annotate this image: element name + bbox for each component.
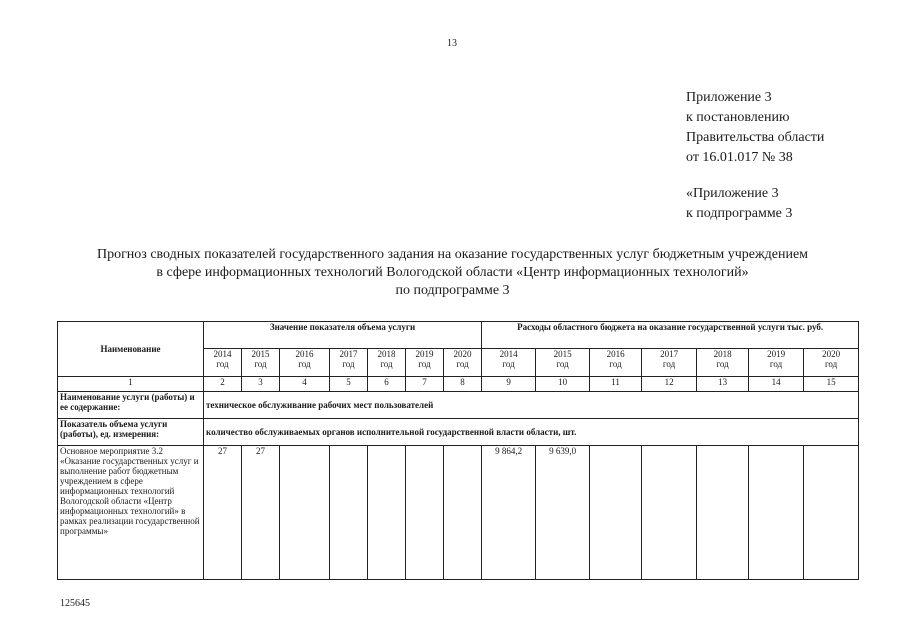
data-cell bbox=[280, 446, 330, 580]
year-word: год bbox=[609, 359, 622, 369]
data-cell: 9 639,0 bbox=[536, 446, 590, 580]
volume-group-header: Значение показателя объема услуги bbox=[204, 322, 482, 349]
year-word: год bbox=[298, 359, 311, 369]
year-value: 2017 bbox=[339, 349, 358, 359]
column-number-cell: 1 bbox=[58, 377, 204, 392]
data-cell bbox=[590, 446, 642, 580]
data-cell bbox=[804, 446, 859, 580]
column-number-row bbox=[58, 377, 859, 392]
forecast-table bbox=[57, 321, 859, 580]
title-line: в сфере информационных технологий Вологодской области «Центр информационных технологий» bbox=[156, 265, 749, 280]
year-header-cell bbox=[406, 349, 444, 377]
column-number-cell: 12 bbox=[642, 377, 697, 392]
title-line: по подпрограмме 3 bbox=[395, 283, 510, 298]
year-header-cell bbox=[204, 349, 242, 377]
column-number-cell: 10 bbox=[536, 377, 590, 392]
year-value: 2017 bbox=[660, 349, 679, 359]
year-header-cell bbox=[482, 349, 536, 377]
year-value: 2015 bbox=[553, 349, 572, 359]
year-word: год bbox=[216, 359, 229, 369]
column-number-cell: 2 bbox=[204, 377, 242, 392]
data-cell bbox=[368, 446, 406, 580]
year-word: год bbox=[456, 359, 469, 369]
data-cell: 27 bbox=[242, 446, 280, 580]
year-value: 2015 bbox=[251, 349, 270, 359]
column-number-cell: 4 bbox=[280, 377, 330, 392]
data-cell: 27 bbox=[204, 446, 242, 580]
year-header-cell bbox=[804, 349, 859, 377]
year-word: год bbox=[418, 359, 431, 369]
data-cell bbox=[406, 446, 444, 580]
data-cell bbox=[749, 446, 804, 580]
column-number-cell: 6 bbox=[368, 377, 406, 392]
column-number-cell: 9 bbox=[482, 377, 536, 392]
year-value: 2018 bbox=[713, 349, 732, 359]
data-cell bbox=[697, 446, 749, 580]
column-number-cell: 13 bbox=[697, 377, 749, 392]
appendix-line: «Приложение 3 bbox=[686, 186, 779, 201]
document-title bbox=[0, 246, 905, 300]
year-header-cell bbox=[642, 349, 697, 377]
year-value: 2014 bbox=[499, 349, 518, 359]
column-number-cell: 11 bbox=[590, 377, 642, 392]
appendix-line: от 16.01.017 № 38 bbox=[686, 150, 793, 165]
year-header-cell bbox=[444, 349, 482, 377]
row-label: Основное мероприятие 3.2 «Оказание государственных услуг и выполнение работ бюджетным учреждением в сфере информационных технологий Вологодской области «Центр информационных технологий» в рамках реализации государственной программы» bbox=[58, 446, 204, 580]
table-row bbox=[58, 446, 859, 580]
appendix-line: Правительства области bbox=[686, 130, 825, 145]
year-header-cell bbox=[536, 349, 590, 377]
document-id: 125645 bbox=[60, 598, 90, 609]
year-value: 2020 bbox=[453, 349, 472, 359]
year-word: год bbox=[380, 359, 393, 369]
data-cell: 9 864,2 bbox=[482, 446, 536, 580]
appendix-line: к подпрограмме 3 bbox=[686, 206, 793, 221]
year-value: 2019 bbox=[415, 349, 434, 359]
year-word: год bbox=[824, 359, 838, 369]
service-name-value: техническое обслуживание рабочих мест пользователей bbox=[204, 392, 859, 419]
year-word: год bbox=[769, 359, 783, 369]
year-word: год bbox=[502, 359, 515, 369]
year-word: год bbox=[254, 359, 267, 369]
expense-group-header: Расходы областного бюджета на оказание государственной услуги тыс. руб. bbox=[482, 322, 859, 349]
year-value: 2016 bbox=[606, 349, 625, 359]
year-value: 2014 bbox=[213, 349, 232, 359]
year-header-cell bbox=[242, 349, 280, 377]
indicator-value: количество обслуживаемых органов исполнительной государственной власти области, шт. bbox=[204, 419, 859, 446]
column-number-cell: 8 bbox=[444, 377, 482, 392]
name-header: Наименование bbox=[58, 322, 204, 377]
year-word: год bbox=[342, 359, 355, 369]
year-word: год bbox=[556, 359, 569, 369]
year-header-cell bbox=[590, 349, 642, 377]
year-value: 2016 bbox=[295, 349, 314, 359]
column-number-cell: 15 bbox=[804, 377, 859, 392]
indicator-label: Показатель объема услуги (работы), ед. измерения: bbox=[58, 419, 204, 446]
year-value: 2020 bbox=[822, 349, 841, 359]
column-number-cell: 14 bbox=[749, 377, 804, 392]
column-number-cell: 3 bbox=[242, 377, 280, 392]
year-value: 2019 bbox=[767, 349, 786, 359]
year-word: год bbox=[716, 359, 729, 369]
page-number: 13 bbox=[447, 38, 457, 49]
appendix-line: Приложение 3 bbox=[686, 90, 772, 105]
appendix-line: к постановлению bbox=[686, 110, 790, 125]
data-cell bbox=[330, 446, 368, 580]
year-header-cell bbox=[280, 349, 330, 377]
year-header-cell bbox=[749, 349, 804, 377]
year-word: год bbox=[662, 359, 676, 369]
data-cell bbox=[642, 446, 697, 580]
year-header-cell bbox=[697, 349, 749, 377]
year-header-cell bbox=[368, 349, 406, 377]
service-name-label: Наименование услуги (работы) и ее содержание: bbox=[58, 392, 204, 419]
year-value: 2018 bbox=[377, 349, 396, 359]
data-cell bbox=[444, 446, 482, 580]
appendix-block bbox=[686, 88, 824, 224]
title-line: Прогноз сводных показателей государственного задания на оказание государственных услуг бюджетным учреждением bbox=[96, 247, 809, 262]
year-header-cell bbox=[330, 349, 368, 377]
column-number-cell: 7 bbox=[406, 377, 444, 392]
column-number-cell: 5 bbox=[330, 377, 368, 392]
